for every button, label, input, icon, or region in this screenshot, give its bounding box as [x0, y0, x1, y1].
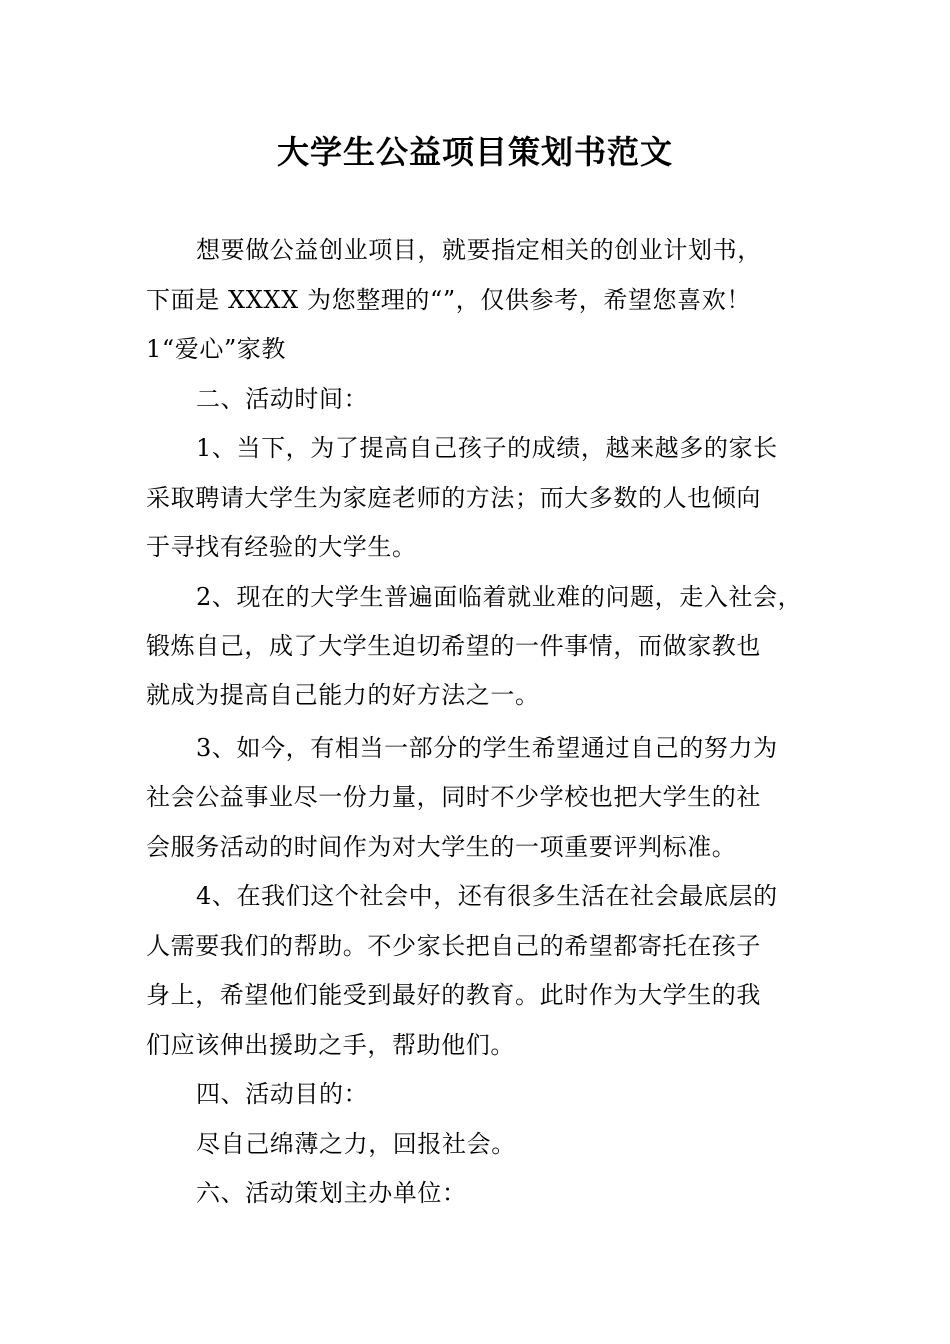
text-line: 就成为提高自己能力的好方法之一。 — [146, 681, 540, 709]
section-heading: 四、活动目的： — [196, 1080, 369, 1108]
text-line: 社会公益事业尽一份力量，同时不少学校也把大学生的社 — [146, 783, 761, 811]
text-line: 3、如今，有相当一部分的学生希望通过自己的努力为 — [196, 734, 778, 762]
text-line: 于寻找有经验的大学生。 — [146, 533, 417, 561]
text-line: 尽自己绵薄之力，回报社会。 — [196, 1130, 516, 1158]
text-line: 2、现在的大学生普遍面临着就业难的问题，走入社会， — [196, 583, 803, 611]
text-line: 采取聘请大学生为家庭老师的方法；而大多数的人也倾向 — [146, 484, 761, 512]
text-line: 人需要我们的帮助。不少家长把自己的希望都寄托在孩子 — [146, 932, 761, 960]
document-title: 大学生公益项目策划书范文 — [276, 133, 673, 171]
text-line: 1“爱心”家教 — [146, 335, 287, 363]
text-line: 想要做公益创业项目，就要指定相关的创业计划书， — [196, 236, 762, 264]
text-line: 锻炼自己，成了大学生迫切希望的一件事情，而做家教也 — [146, 632, 761, 660]
section-heading: 二、活动时间： — [196, 385, 369, 413]
text-line: 身上，希望他们能受到最好的教育。此时作为大学生的我 — [146, 981, 761, 1009]
text-line: 1、当下，为了提高自己孩子的成绩，越来越多的家长 — [196, 434, 778, 462]
text-line: 下面是 XXXX 为您整理的“”，仅供参考，希望您喜欢！ — [146, 286, 751, 314]
section-heading: 六、活动策划主办单位： — [196, 1179, 467, 1207]
text-line: 们应该伸出援助之手，帮助他们。 — [146, 1031, 515, 1059]
text-line: 会服务活动的时间作为对大学生的一项重要评判标准。 — [146, 833, 737, 861]
text-line: 4、在我们这个社会中，还有很多生活在社会最底层的 — [196, 882, 778, 910]
